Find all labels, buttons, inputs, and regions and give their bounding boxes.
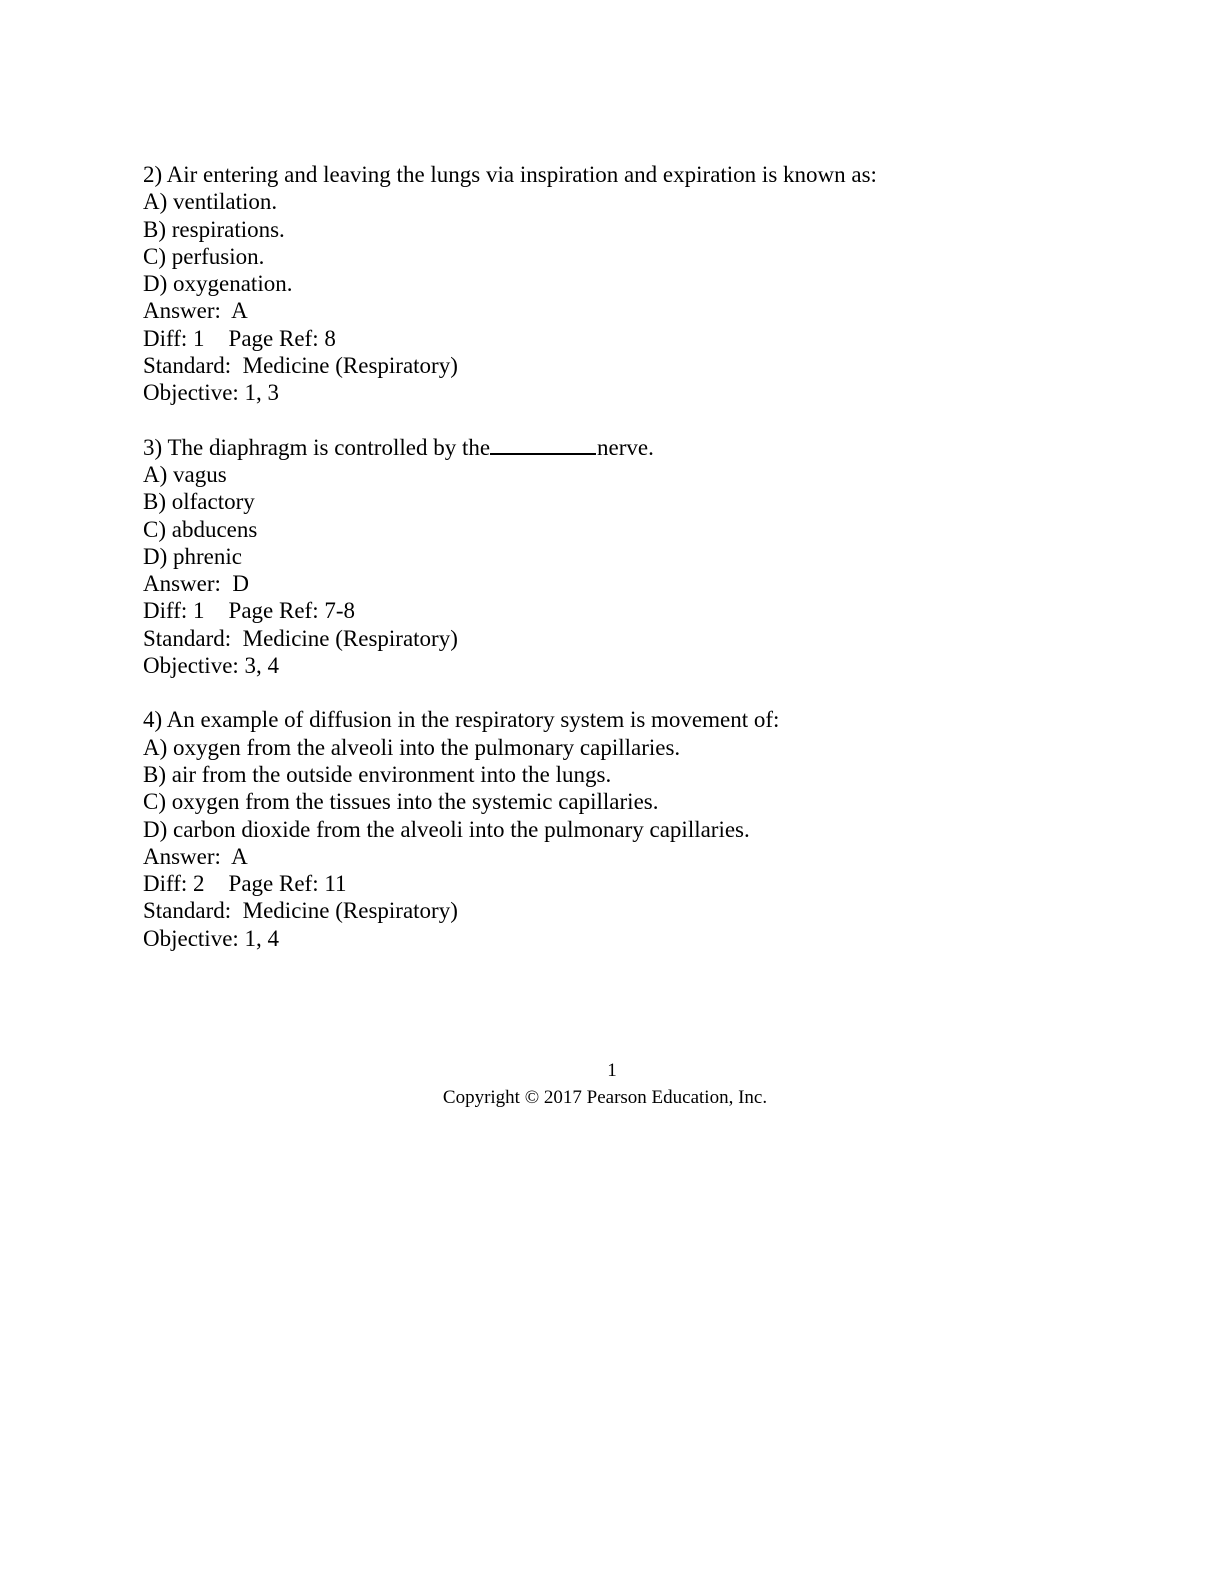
difficulty: Diff: 1 [143, 598, 205, 624]
standard-line: Standard: Medicine (Respiratory) [143, 353, 458, 379]
question-3 [143, 434, 1093, 680]
difficulty: Diff: 1 [143, 325, 205, 351]
question-2 [143, 161, 1093, 407]
option-d: D) phrenic [143, 543, 242, 569]
stem-after-blank: nerve. [597, 434, 654, 460]
page-ref: Page Ref: 11 [228, 871, 347, 897]
answer-line: Answer: A [143, 298, 248, 324]
standard-line: Standard: Medicine (Respiratory) [143, 898, 458, 924]
copyright-notice: Copyright © 2017 Pearson Education, Inc. [442, 1087, 768, 1108]
answer-line: Answer: D [143, 571, 250, 597]
objective-line: Objective: 1, 3 [143, 380, 280, 406]
objective-line: Objective: 3, 4 [143, 653, 280, 679]
option-a: A) vagus [143, 461, 227, 487]
question-list [143, 161, 1093, 979]
answer-line: Answer: A [143, 843, 248, 869]
objective-line: Objective: 1, 4 [143, 925, 280, 951]
option-b: B) olfactory [143, 489, 255, 515]
standard-line: Standard: Medicine (Respiratory) [143, 625, 458, 651]
page-number: 1 [607, 1060, 617, 1081]
fill-in-blank [490, 435, 596, 455]
option-d: D) carbon dioxide from the alveoli into the pulmonary capillaries. [143, 816, 750, 842]
difficulty: Diff: 2 [143, 871, 205, 897]
option-a: A) ventilation. [143, 189, 278, 215]
option-c: C) oxygen from the tissues into the systemic capillaries. [143, 789, 659, 815]
question-stem: 2) Air entering and leaving the lungs via inspiration and expiration is known as: [143, 162, 877, 187]
diff-page-ref-line [143, 325, 1093, 352]
option-b: B) respirations. [143, 216, 285, 242]
option-b: B) air from the outside environment into the lungs. [143, 761, 612, 787]
option-d: D) oxygenation. [143, 271, 293, 297]
question-stem: 4) An example of diffusion in the respiratory system is movement of: [143, 707, 780, 733]
diff-page-ref-line [143, 870, 1093, 897]
diff-page-ref-line [143, 597, 1093, 624]
question-4 [143, 706, 1093, 952]
stem-before-blank: 3) The diaphragm is controlled by the [143, 434, 491, 460]
page-ref: Page Ref: 7-8 [228, 598, 356, 624]
question-stem [143, 434, 1093, 461]
page-ref: Page Ref: 8 [228, 325, 336, 351]
option-c: C) abducens [143, 516, 258, 542]
option-c: C) perfusion. [143, 243, 265, 269]
option-a: A) oxygen from the alveoli into the pulmonary capillaries. [143, 734, 681, 760]
